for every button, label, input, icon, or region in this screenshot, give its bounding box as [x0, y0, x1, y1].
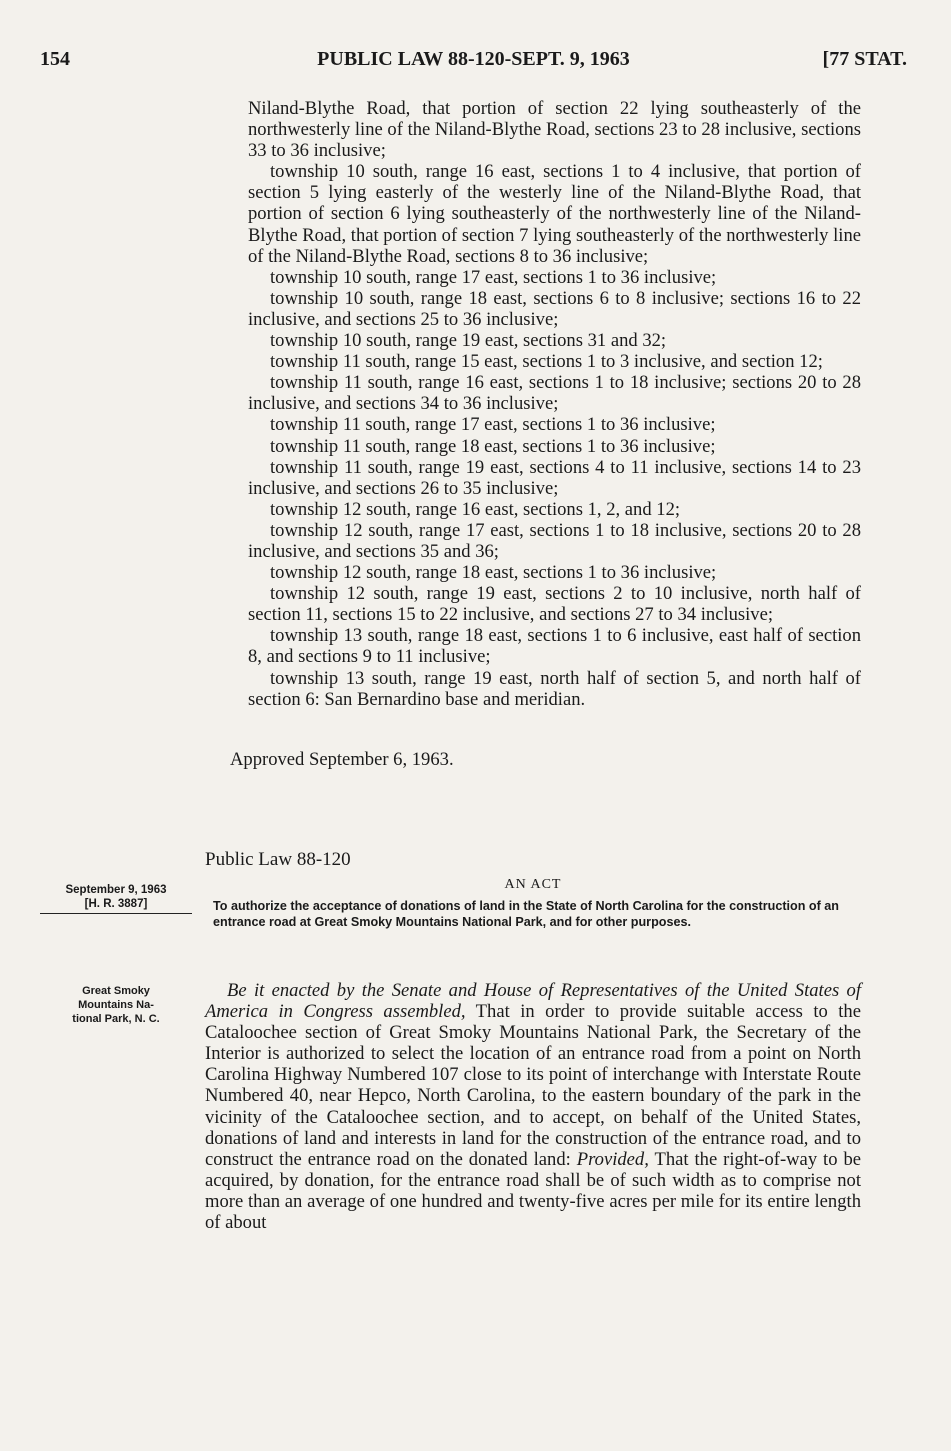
continuation-paragraph: Niland-Blythe Road, that portion of section 22 lying southeasterly of the northwesterly line of the Niland-Blythe Road, sections 23 to 28 inclusive, sections 33 to 36 inclusive; [248, 98, 861, 162]
statute-reference: [77 STAT. [822, 48, 907, 70]
proviso-word: Provided, [576, 1148, 649, 1170]
township-paragraph: township 12 south, range 18 east, sections 1 to 36 inclusive; [270, 562, 717, 584]
act-heading: AN ACT [504, 877, 562, 892]
township-paragraph: township 10 south, range 17 east, sections 1 to 36 inclusive; [270, 266, 717, 288]
enacting-paragraph [205, 980, 861, 1233]
purpose-text: To authorize the acceptance of donations of land in the State of North Carolina for the construction of an entrance road at Great Smoky Mountains National Park, and for other purposes. [213, 899, 839, 929]
running-header [40, 48, 907, 78]
margin-rule [40, 913, 192, 914]
bill-number: [H. R. 3887] [84, 898, 148, 910]
header-title: PUBLIC LAW 88-120-SEPT. 9, 1963 [317, 48, 630, 70]
township-paragraph: township 10 south, range 19 east, sections 31 and 32; [270, 330, 667, 352]
approval-line: Approved September 6, 1963. [230, 749, 454, 770]
public-law-heading: Public Law 88-120 [205, 849, 351, 870]
township-paragraph: township 11 south, range 18 east, sections 1 to 36 inclusive; [270, 435, 716, 457]
enactment-date: September 9, 1963 [65, 884, 167, 896]
act-purpose [205, 898, 861, 930]
margin-note-line: Mountains Na- [78, 999, 154, 1011]
margin-note-line: tional Park, N. C. [72, 1013, 160, 1025]
land-description-continuation [248, 98, 861, 710]
township-paragraph: township 11 south, range 16 east, sections 1 to 18 inclusive; sections 20 to 28 inclusive, and sections 34 to 36 inclusive; [248, 372, 861, 415]
enacting-text-2: That the right-of-way to be acquired, by donation, for the entrance road shall be of such width as to comprise not more than an average of one hundred and twenty-five acres per mile for its entire length of about [205, 1148, 861, 1234]
township-paragraph: township 12 south, range 17 east, sections 1 to 18 inclusive, sections 20 to 28 inclusive, and sections 35 and 36; [248, 519, 861, 562]
township-paragraph: township 11 south, range 15 east, sections 1 to 3 inclusive, and section 12; [270, 351, 823, 373]
township-paragraph: township 12 south, range 19 east, sections 2 to 10 inclusive, north half of section 11, sections 15 to 22 inclusive, and sections 27 to 34 inclusive; [248, 583, 861, 626]
township-paragraph: township 13 south, range 18 east, sections 1 to 6 inclusive, east half of section 8, and sections 9 to 11 inclusive; [248, 625, 861, 668]
margin-date-note [40, 883, 192, 914]
act-body [205, 980, 861, 1233]
margin-subject-note [40, 984, 192, 1026]
township-paragraph: township 11 south, range 17 east, sections 1 to 36 inclusive; [270, 414, 716, 436]
enacting-text-1: That in order to provide suitable access to the Cataloochee section of Great Smoky Mountains National Park, the Secretary of the Interior is authorized to select the location of an entrance road from a point on North Carolina Highway Numbered 107 close to its point of interchange with Interstate Route Numbered 40, near Hepco, North Carolina, to the eastern boundary of the park in the vicinity of the Cataloochee section, and to accept, on behalf of the United States, donations of land and interests in land for the construction of the entrance road, and to construct the entrance road on the donated land: [205, 1001, 861, 1170]
page-number: 154 [40, 48, 70, 70]
township-paragraph: township 10 south, range 18 east, sections 6 to 8 inclusive; sections 16 to 22 inclusive, and sections 25 to 36 inclusive; [248, 287, 861, 330]
enacting-clause: Be it enacted by the Senate and House of Representatives of the United States of America in Congress assembled, [205, 980, 861, 1023]
township-paragraph: township 12 south, range 16 east, sections 1, 2, and 12; [270, 498, 681, 520]
township-paragraph: township 11 south, range 19 east, sections 4 to 11 inclusive, sections 14 to 23 inclusive, and sections 26 to 35 inclusive; [248, 456, 861, 499]
township-paragraph: township 10 south, range 16 east, sections 1 to 4 inclusive, that portion of section 5 lying easterly of the westerly line of the Niland-Blythe Road, that portion of section 6 lying southeasterly of the northwesterly line of the Niland-Blythe Road, that portion of section 7 lying southeasterly of the northwesterly line of the Niland-Blythe Road, sections 8 to 36 inclusive; [248, 161, 861, 267]
margin-note-line: Great Smoky [82, 985, 150, 997]
township-paragraph: township 13 south, range 19 east, north half of section 5, and north half of section 6: San Bernardino base and meridian. [248, 667, 861, 710]
